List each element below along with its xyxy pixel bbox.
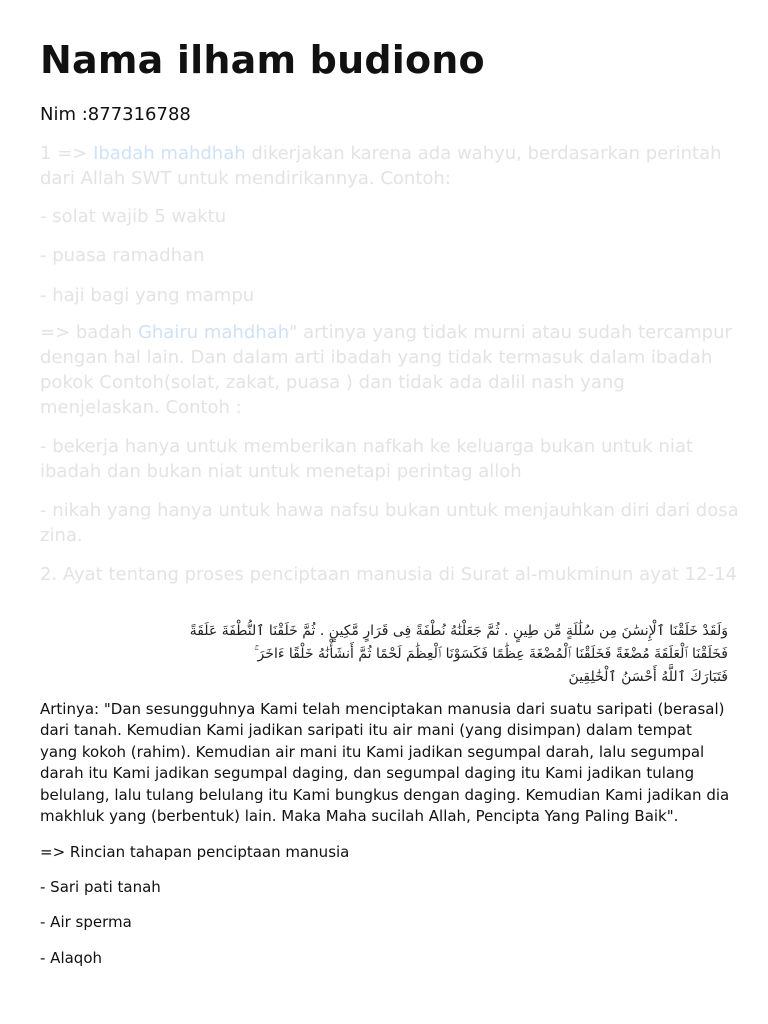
list-item: - Air sperma — [40, 913, 132, 931]
link-ghairu-mahdhah[interactable]: Ghairu mahdhah — [137, 322, 290, 343]
document-title: Nama ilham budiono — [40, 38, 485, 82]
paragraph-ghairu-mahdhah — [40, 320, 740, 420]
paragraph-prefix: => badah — [40, 322, 138, 343]
list-item: - Sari pati tanah — [40, 878, 161, 896]
list-item: - bekerja hanya untuk memberikan nafkah ke keluarga bukan untuk niat ibadah dan bukan niat untuk menetapi perintag alloh — [40, 436, 693, 482]
rincian-heading: => Rincian tahapan penciptaan manusia — [40, 843, 350, 861]
list-item: - nikah yang hanya untuk hawa nafsu bukan untuk menjauhkan diri dari dosa zina. — [40, 500, 739, 546]
link-ibadah-mahdhah[interactable]: Ibadah mahdhah — [93, 143, 246, 164]
list-item: - haji bagi yang mampu — [40, 285, 255, 306]
list-item: - Alaqoh — [40, 949, 103, 967]
arabic-line: وَلَقَدْ خَلَقْنَا ٱلْإِنسَٰنَ مِن سُلَٰلَةٍ مِّن طِينٍ . ثُمَّ جَعَلْنَٰهُ نُطْفَةً فِى قَرَارٍ مَّكِينٍ . ثُمَّ خَلَقْنَا ٱلنُّطْفَةَ عَلَقَةً — [189, 623, 728, 639]
paragraph-text: dikerjakan karena ada wahyu, berdasarkan perintah dari Allah SWT untuk mendirikannya. Contoh: — [40, 143, 722, 189]
list-item: - puasa ramadhan — [40, 245, 205, 266]
student-nim: Nim :877316788 — [40, 104, 191, 125]
arabic-line: فَخَلَقْنَا ٱلْعَلَقَةَ مُضْغَةً فَخَلَقْنَا ٱلْمُضْغَةَ عِظَٰمًا فَكَسَوْنَا ٱلْعِظَٰمَ لَحْمًا ثُمَّ أَنشَأْنَٰهُ خَلْقًا ءَاخَرَ ۚ — [254, 646, 728, 662]
paragraph-prefix: 1 => — [40, 143, 94, 164]
translation-paragraph: Artinya: "Dan sesungguhnya Kami telah menciptakan manusia dari suatu saripati (berasal) dari tanah. Kemudian Kami jadikan saripati itu air mani (yang disimpan) dalam tempat yang kokoh (rahim). Kemudian air mani itu Kami jadikan segumpal darah, lalu segumpal darah itu Kami jadikan segumpal daging, dan segumpal daging itu Kami jadikan tulang belulang, lalu tulang belulang itu Kami bungkus dengan daging. Kemudian Kami jadikan dia makhluk yang (berbentuk) lain. Maka Maha sucilah Allah, Pencipta Yang Paling Baik". — [40, 700, 730, 826]
paragraph-ibadah-mahdhah — [40, 141, 740, 191]
arabic-line: فَتَبَارَكَ ٱللَّهُ أَحْسَنُ ٱلْخَٰلِقِينَ — [568, 669, 728, 685]
arabic-verse — [40, 620, 728, 689]
paragraph-text: " artinya yang tidak murni atau sudah tercampur dengan hal lain. Dan dalam arti ibadah yang tidak termasuk dalam ibadah pokok Contoh(solat, zakat, puasa ) dan tidak ada dalil nash yang menjelaskan. Contoh : — [40, 322, 732, 418]
section-heading: 2. Ayat tentang proses penciptaan manusia di Surat al-mukminun ayat 12-14 — [40, 564, 737, 585]
list-item: - solat wajib 5 waktu — [40, 206, 227, 227]
